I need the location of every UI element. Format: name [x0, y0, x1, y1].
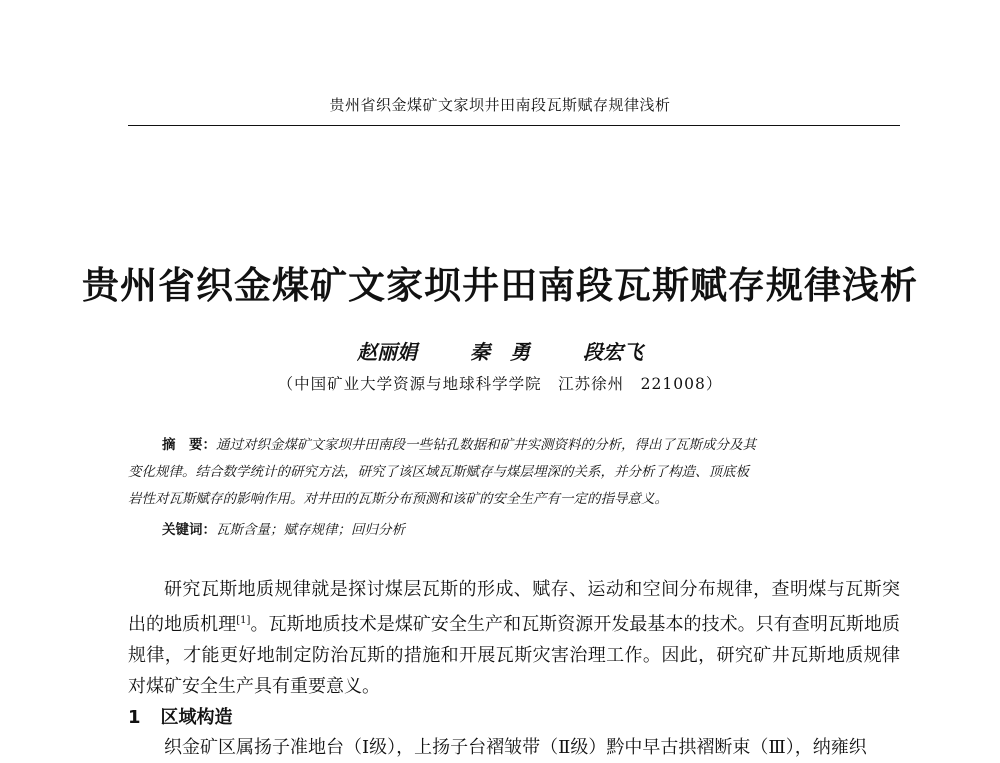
header-rule: [128, 125, 900, 126]
abstract-line-1: [128, 432, 900, 459]
section-number: 1: [128, 707, 141, 728]
paragraph-1-text-a: 研究瓦斯地质规律就是探讨煤层瓦斯的形成、赋存、运动和空间分布规律，查明煤与瓦斯突出的地质机理: [128, 579, 900, 635]
intro-paragraph: [128, 574, 900, 702]
paragraph-1-text-b: 。瓦斯地质技术是煤矿安全生产和瓦斯资源开发最基本的技术。只有查明瓦斯地质规律，才能更好地制定防治瓦斯的措施和开展瓦斯灾害治理工作。因此，研究矿井瓦斯地质规律对煤矿安全生产具有重要意义。: [128, 614, 901, 697]
keywords: [162, 518, 405, 538]
paragraph-1: [128, 574, 900, 702]
author-2: 秦 勇: [470, 340, 530, 364]
paper-title: 贵州省织金煤矿文家坝井田南段瓦斯赋存规律浅析: [82, 264, 918, 307]
abstract-text-1: 通过对织金煤矿文家坝井田南段一些钻孔数据和矿井实测资料的分析，得出了瓦斯成分及其: [216, 437, 756, 453]
abstract-label: 摘 要：: [162, 437, 216, 453]
section-title: 区域构造: [160, 707, 233, 728]
section-heading-1: [128, 703, 233, 729]
abstract: [128, 432, 900, 513]
affiliation: （中国矿业大学资源与地球科学学院 江苏徐州 221008）: [277, 375, 723, 393]
author-list: [0, 336, 1000, 365]
running-head: 贵州省织金煤矿文家坝井田南段瓦斯赋存规律浅析: [329, 96, 671, 114]
author-1: 赵丽娟: [357, 340, 418, 364]
abstract-line-3: 岩性对瓦斯赋存的影响作用。对井田的瓦斯分布预测和该矿的安全生产有一定的指导意义。: [128, 491, 668, 507]
keywords-label: 关键词：: [162, 522, 216, 538]
abstract-line-2: 变化规律。结合数学统计的研究方法，研究了该区域瓦斯赋存与煤层埋深的关系，并分析了构造、顶底板: [128, 464, 749, 480]
keywords-text: 瓦斯含量；赋存规律；回归分析: [216, 522, 405, 538]
author-3: 段宏飞: [582, 340, 643, 364]
citation-ref: [1]: [236, 615, 251, 626]
section-1-first-line: 织金矿区属扬子准地台（Ⅰ级），上扬子台褶皱带（Ⅱ级）黔中早古拱褶断束（Ⅲ），纳雍织: [164, 737, 867, 758]
